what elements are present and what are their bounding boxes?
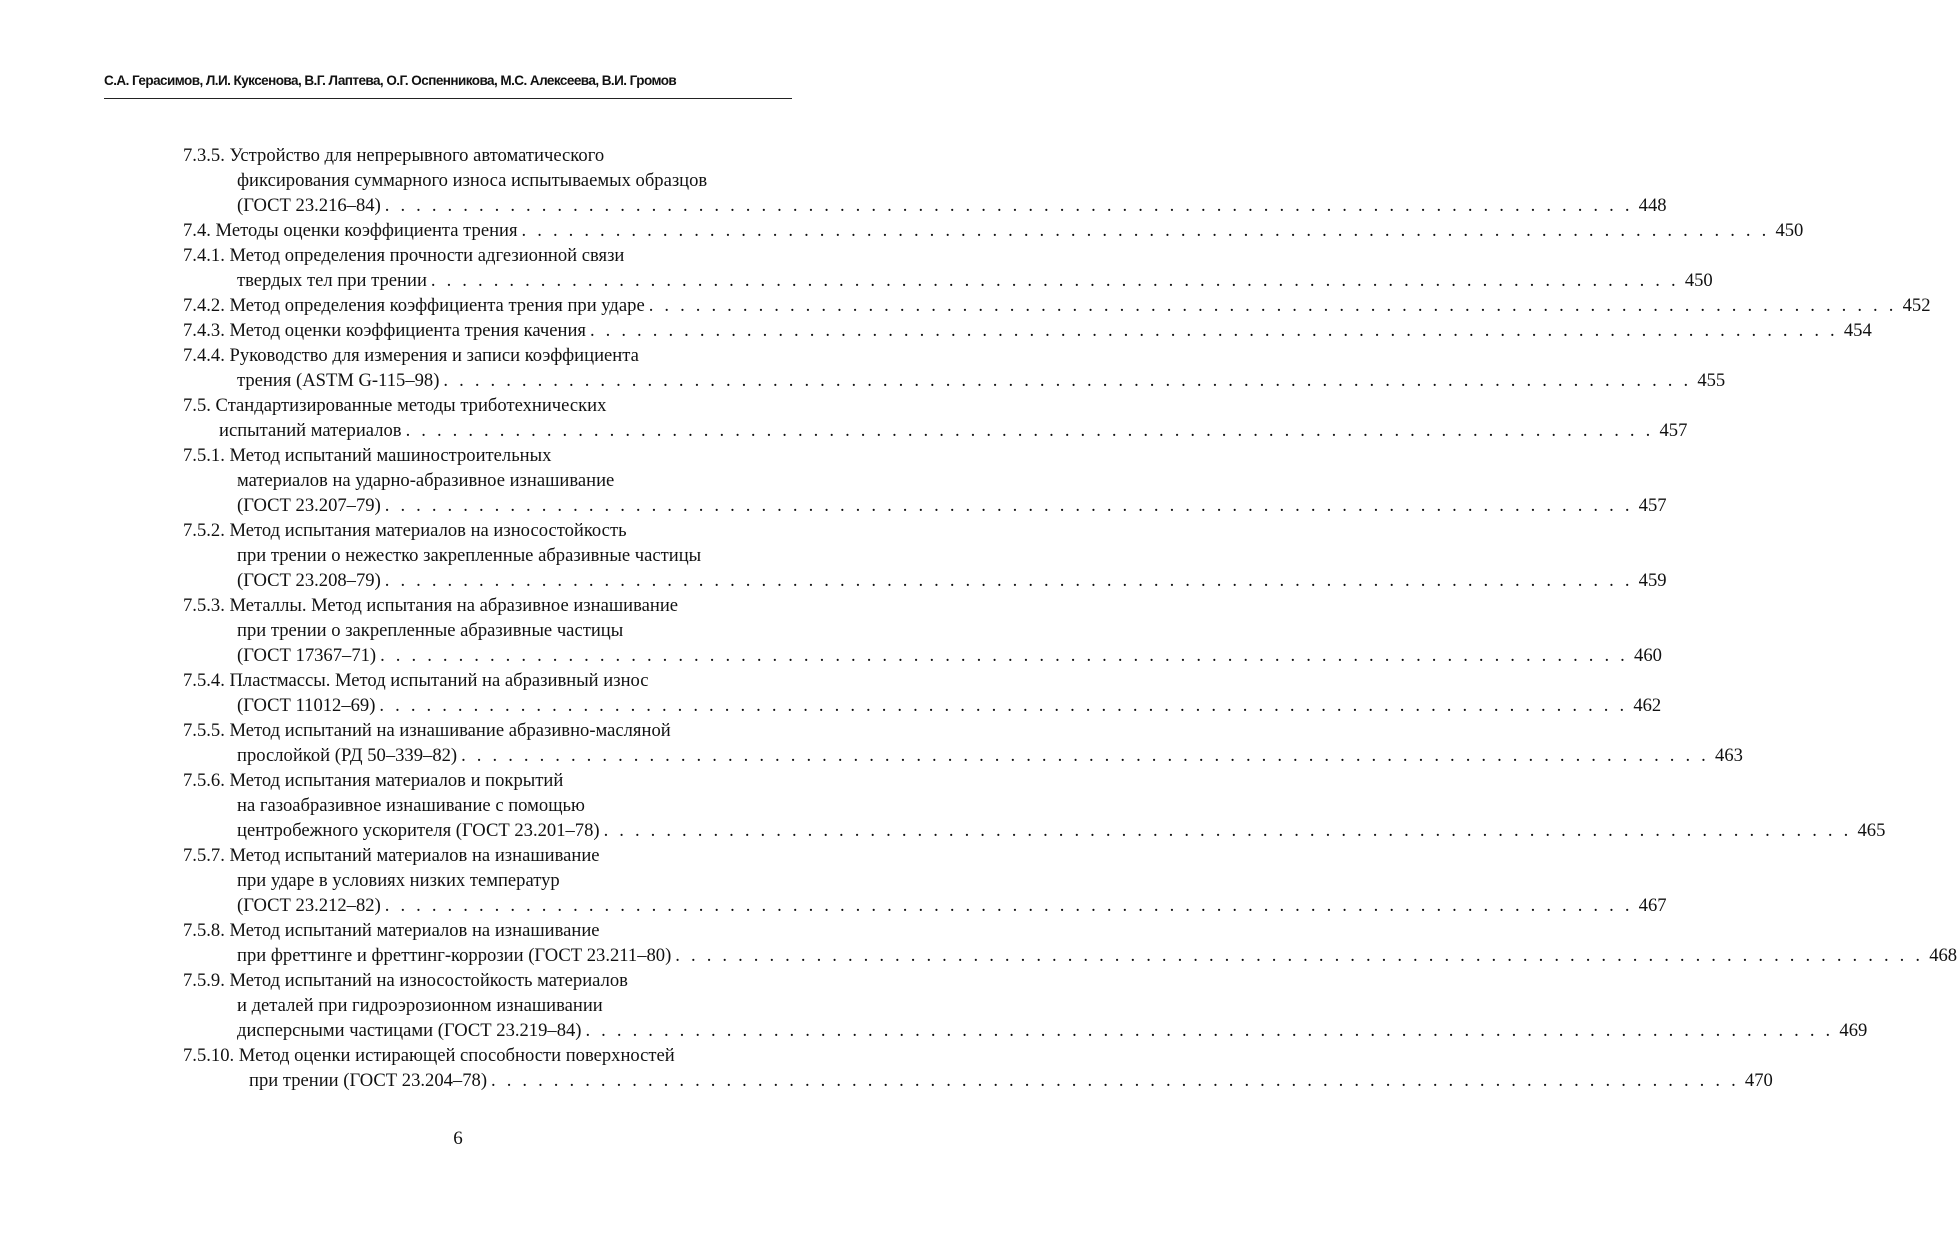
toc-line: [183, 443, 792, 468]
toc-line: [183, 343, 792, 368]
dot-leader: . . . . . . . . . . . . . . . . . . . . . . . . . . . . . . . . . . . . . . . . . . . . . . . . . . . . . . . . . . . . . . . . . . . . . . . . . . . . . . . .: [379, 695, 1628, 716]
toc-line-with-page: [183, 318, 1872, 343]
toc-line: [183, 168, 792, 193]
toc-line-with-page: [183, 218, 1804, 243]
toc-line: [183, 968, 792, 993]
toc-title-text: на газоабразивное изнашивание с помощью: [237, 795, 585, 816]
table-of-contents: [183, 143, 1957, 1093]
toc-line-with-page: [183, 293, 1931, 318]
toc-title-text: при трении о закрепленные абразивные частицы: [237, 620, 624, 641]
toc-title-text: 7.5.1. Метод испытаний машиностроительных: [183, 445, 552, 466]
toc-page-number: 470: [1744, 1070, 1773, 1091]
toc-line: [183, 768, 792, 793]
toc-entry[interactable]: [183, 318, 1872, 343]
dot-leader: . . . . . . . . . . . . . . . . . . . . . . . . . . . . . . . . . . . . . . . . . . . . . . . . . . . . . . . . . . . . . . . . . . . . . . . . . . . . . . . .: [603, 820, 1852, 841]
toc-entry[interactable]: [183, 918, 1957, 968]
toc-title-text: фиксирования суммарного износа испытываемых образцов: [237, 170, 708, 191]
toc-line-with-page: [183, 818, 1886, 843]
dot-leader: . . . . . . . . . . . . . . . . . . . . . . . . . . . . . . . . . . . . . . . . . . . . . . . . . . . . . . . . . . . . . . . . . . . . . . . . . . . . . . . .: [405, 420, 1654, 441]
toc-line: [183, 143, 792, 168]
dot-leader: . . . . . . . . . . . . . . . . . . . . . . . . . . . . . . . . . . . . . . . . . . . . . . . . . . . . . . . . . . . . . . . . . . . . . . . . . . . . . . . .: [430, 270, 1679, 291]
toc-title-text: центробежного ускорителя (ГОСТ 23.201–78): [237, 820, 600, 841]
running-header: С.А. Герасимов, Л.И. Куксенова, В.Г. Лаптева, О.Г. Оспенникова, М.С. Алексеева, В.И. Громов: [104, 73, 677, 88]
toc-line: [183, 593, 792, 618]
toc-line-with-page: [183, 743, 1743, 768]
toc-title-text: 7.5.2. Метод испытания материалов на износостойкость: [183, 520, 627, 541]
toc-page-number: 465: [1857, 820, 1886, 841]
dot-leader: . . . . . . . . . . . . . . . . . . . . . . . . . . . . . . . . . . . . . . . . . . . . . . . . . . . . . . . . . . . . . . . . . . . . . . . . . . . . . . . .: [461, 745, 1710, 766]
toc-entry[interactable]: [183, 443, 1667, 518]
toc-entry[interactable]: [183, 143, 1667, 218]
toc-line: [183, 668, 792, 693]
toc-title-text: 7.3.5. Устройство для непрерывного автоматического: [183, 145, 605, 166]
toc-line-with-page: [183, 693, 1662, 718]
toc-page-number: 467: [1638, 895, 1667, 916]
toc-line: [183, 868, 792, 893]
toc-title-text: материалов на ударно-абразивное изнашивание: [237, 470, 615, 491]
toc-title-text: 7.4. Методы оценки коэффициента трения: [183, 220, 518, 241]
dot-leader: . . . . . . . . . . . . . . . . . . . . . . . . . . . . . . . . . . . . . . . . . . . . . . . . . . . . . . . . . . . . . . . . . . . . . . . . . . . . . . . .: [589, 320, 1838, 341]
toc-entry[interactable]: [183, 768, 1886, 843]
toc-line-with-page: [183, 1068, 1773, 1093]
toc-title-text: 7.4.1. Метод определения прочности адгезионной связи: [183, 245, 625, 266]
toc-line-with-page: [183, 943, 1957, 968]
toc-title-text: дисперсными частицами (ГОСТ 23.219–84): [237, 1020, 582, 1041]
toc-page-number: 463: [1715, 745, 1743, 766]
toc-page-number: 450: [1775, 220, 1804, 241]
toc-line-with-page: [183, 493, 1667, 518]
dot-leader: . . . . . . . . . . . . . . . . . . . . . . . . . . . . . . . . . . . . . . . . . . . . . . . . . . . . . . . . . . . . . . . . . . . . . . . . . . . . . . . .: [384, 570, 1633, 591]
toc-line: [183, 518, 792, 543]
toc-entry[interactable]: [183, 968, 1868, 1043]
dot-leader: . . . . . . . . . . . . . . . . . . . . . . . . . . . . . . . . . . . . . . . . . . . . . . . . . . . . . . . . . . . . . . . . . . . . . . . . . . . . . . . .: [384, 895, 1633, 916]
dot-leader: . . . . . . . . . . . . . . . . . . . . . . . . . . . . . . . . . . . . . . . . . . . . . . . . . . . . . . . . . . . . . . . . . . . . . . . . . . . . . . . .: [648, 295, 1897, 316]
toc-line: [183, 543, 792, 568]
toc-line-with-page: [183, 643, 1662, 668]
toc-entry[interactable]: [183, 843, 1667, 918]
toc-title-text: (ГОСТ 23.208–79): [237, 570, 381, 591]
toc-title-text: 7.5.4. Пластмассы. Метод испытаний на абразивный износ: [183, 670, 649, 691]
header-rule: [104, 98, 792, 99]
toc-page-number: 460: [1634, 645, 1662, 666]
toc-page-number: 454: [1843, 320, 1872, 341]
toc-line-with-page: [183, 893, 1667, 918]
toc-title-text: 7.4.3. Метод оценки коэффициента трения качения: [183, 320, 586, 341]
toc-page-number: 469: [1839, 1020, 1868, 1041]
toc-entry[interactable]: [183, 668, 1662, 718]
toc-title-text: при трении (ГОСТ 23.204–78): [249, 1070, 488, 1091]
toc-title-text: 7.5.10. Метод оценки истирающей способности поверхностей: [183, 1045, 675, 1066]
toc-line: [183, 918, 792, 943]
toc-title-text: (ГОСТ 17367–71): [237, 645, 377, 666]
toc-entry[interactable]: [183, 718, 1743, 768]
toc-line-with-page: [183, 1018, 1868, 1043]
dot-leader: . . . . . . . . . . . . . . . . . . . . . . . . . . . . . . . . . . . . . . . . . . . . . . . . . . . . . . . . . . . . . . . . . . . . . . . . . . . . . . . .: [380, 645, 1629, 666]
page-number: 6: [453, 1128, 463, 1149]
toc-line: [183, 393, 792, 418]
toc-entry[interactable]: [183, 343, 1726, 393]
dot-leader: . . . . . . . . . . . . . . . . . . . . . . . . . . . . . . . . . . . . . . . . . . . . . . . . . . . . . . . . . . . . . . . . . . . . . . . . . . . . . . . .: [491, 1070, 1739, 1091]
toc-title-text: 7.4.2. Метод определения коэффициента трения при ударе: [183, 295, 645, 316]
toc-line: [183, 618, 792, 643]
toc-line-with-page: [183, 568, 1667, 593]
toc-title-text: испытаний материалов: [219, 420, 402, 441]
toc-page-number: 450: [1684, 270, 1713, 291]
toc-line: [183, 718, 792, 743]
toc-line-with-page: [183, 268, 1713, 293]
toc-title-text: при фреттинге и фреттинг-коррозии (ГОСТ 23.211–80): [237, 945, 672, 966]
toc-entry[interactable]: [183, 293, 1931, 318]
dot-leader: . . . . . . . . . . . . . . . . . . . . . . . . . . . . . . . . . . . . . . . . . . . . . . . . . . . . . . . . . . . . . . . . . . . . . . . . . . . . . . . .: [675, 945, 1924, 966]
toc-page-number: 457: [1659, 420, 1688, 441]
toc-line-with-page: [183, 368, 1726, 393]
toc-line-with-page: [183, 193, 1667, 218]
toc-title-text: (ГОСТ 23.212–82): [237, 895, 381, 916]
toc-line: [183, 993, 792, 1018]
toc-entry[interactable]: [183, 218, 1804, 243]
toc-page-number: 457: [1638, 495, 1667, 516]
toc-line: [183, 793, 792, 818]
toc-title-text: и деталей при гидроэрозионном изнашивании: [237, 995, 603, 1016]
dot-leader: . . . . . . . . . . . . . . . . . . . . . . . . . . . . . . . . . . . . . . . . . . . . . . . . . . . . . . . . . . . . . . . . . . . . . . . . . . . . . . . .: [443, 370, 1692, 391]
toc-page-number: 455: [1697, 370, 1726, 391]
toc-title-text: при трении о нежестко закрепленные абразивные частицы: [237, 545, 702, 566]
toc-line: [183, 468, 792, 493]
toc-title-text: трения (ASTM G-115–98): [237, 370, 440, 391]
toc-title-text: 7.5. Стандартизированные методы триботехнических: [183, 395, 607, 416]
toc-title-text: 7.5.7. Метод испытаний материалов на изнашивание: [183, 845, 600, 866]
dot-leader: . . . . . . . . . . . . . . . . . . . . . . . . . . . . . . . . . . . . . . . . . . . . . . . . . . . . . . . . . . . . . . . . . . . . . . . . . . . . . . . .: [521, 220, 1770, 241]
toc-entry[interactable]: [183, 518, 1667, 593]
toc-page-number: 448: [1638, 195, 1667, 216]
toc-title-text: 7.4.4. Руководство для измерения и записи коэффициента: [183, 345, 639, 366]
toc-page-number: 462: [1633, 695, 1662, 716]
toc-title-text: 7.5.3. Металлы. Метод испытания на абразивное изнашивание: [183, 595, 679, 616]
toc-line: [183, 843, 792, 868]
toc-title-text: 7.5.9. Метод испытаний на износостойкость материалов: [183, 970, 628, 991]
toc-page-number: 452: [1902, 295, 1931, 316]
toc-title-text: (ГОСТ 23.207–79): [237, 495, 381, 516]
toc-line: [183, 243, 792, 268]
toc-entry[interactable]: [183, 393, 1688, 443]
toc-entry[interactable]: [183, 243, 1713, 293]
dot-leader: . . . . . . . . . . . . . . . . . . . . . . . . . . . . . . . . . . . . . . . . . . . . . . . . . . . . . . . . . . . . . . . . . . . . . . . . . . . . . . . .: [384, 195, 1633, 216]
toc-entry[interactable]: [183, 1043, 1773, 1093]
toc-line: [183, 1043, 792, 1068]
toc-line-with-page: [183, 418, 1688, 443]
toc-title-text: твердых тел при трении: [237, 270, 427, 291]
toc-title-text: (ГОСТ 23.216–84): [237, 195, 381, 216]
toc-entry[interactable]: [183, 593, 1662, 668]
dot-leader: . . . . . . . . . . . . . . . . . . . . . . . . . . . . . . . . . . . . . . . . . . . . . . . . . . . . . . . . . . . . . . . . . . . . . . . . . . . . . . . .: [585, 1020, 1834, 1041]
toc-title-text: 7.5.8. Метод испытаний материалов на изнашивание: [183, 920, 600, 941]
toc-title-text: при ударе в условиях низких температур: [237, 870, 560, 891]
toc-title-text: 7.5.6. Метод испытания материалов и покрытий: [183, 770, 564, 791]
dot-leader: . . . . . . . . . . . . . . . . . . . . . . . . . . . . . . . . . . . . . . . . . . . . . . . . . . . . . . . . . . . . . . . . . . . . . . . . . . . . . . . .: [384, 495, 1633, 516]
toc-title-text: 7.5.5. Метод испытаний на изнашивание абразивно-масляной: [183, 720, 671, 741]
toc-title-text: прослойкой (РД 50–339–82): [237, 745, 458, 766]
toc-title-text: (ГОСТ 11012–69): [237, 695, 376, 716]
toc-page-number: 459: [1638, 570, 1667, 591]
toc-page-number: 468: [1929, 945, 1957, 966]
